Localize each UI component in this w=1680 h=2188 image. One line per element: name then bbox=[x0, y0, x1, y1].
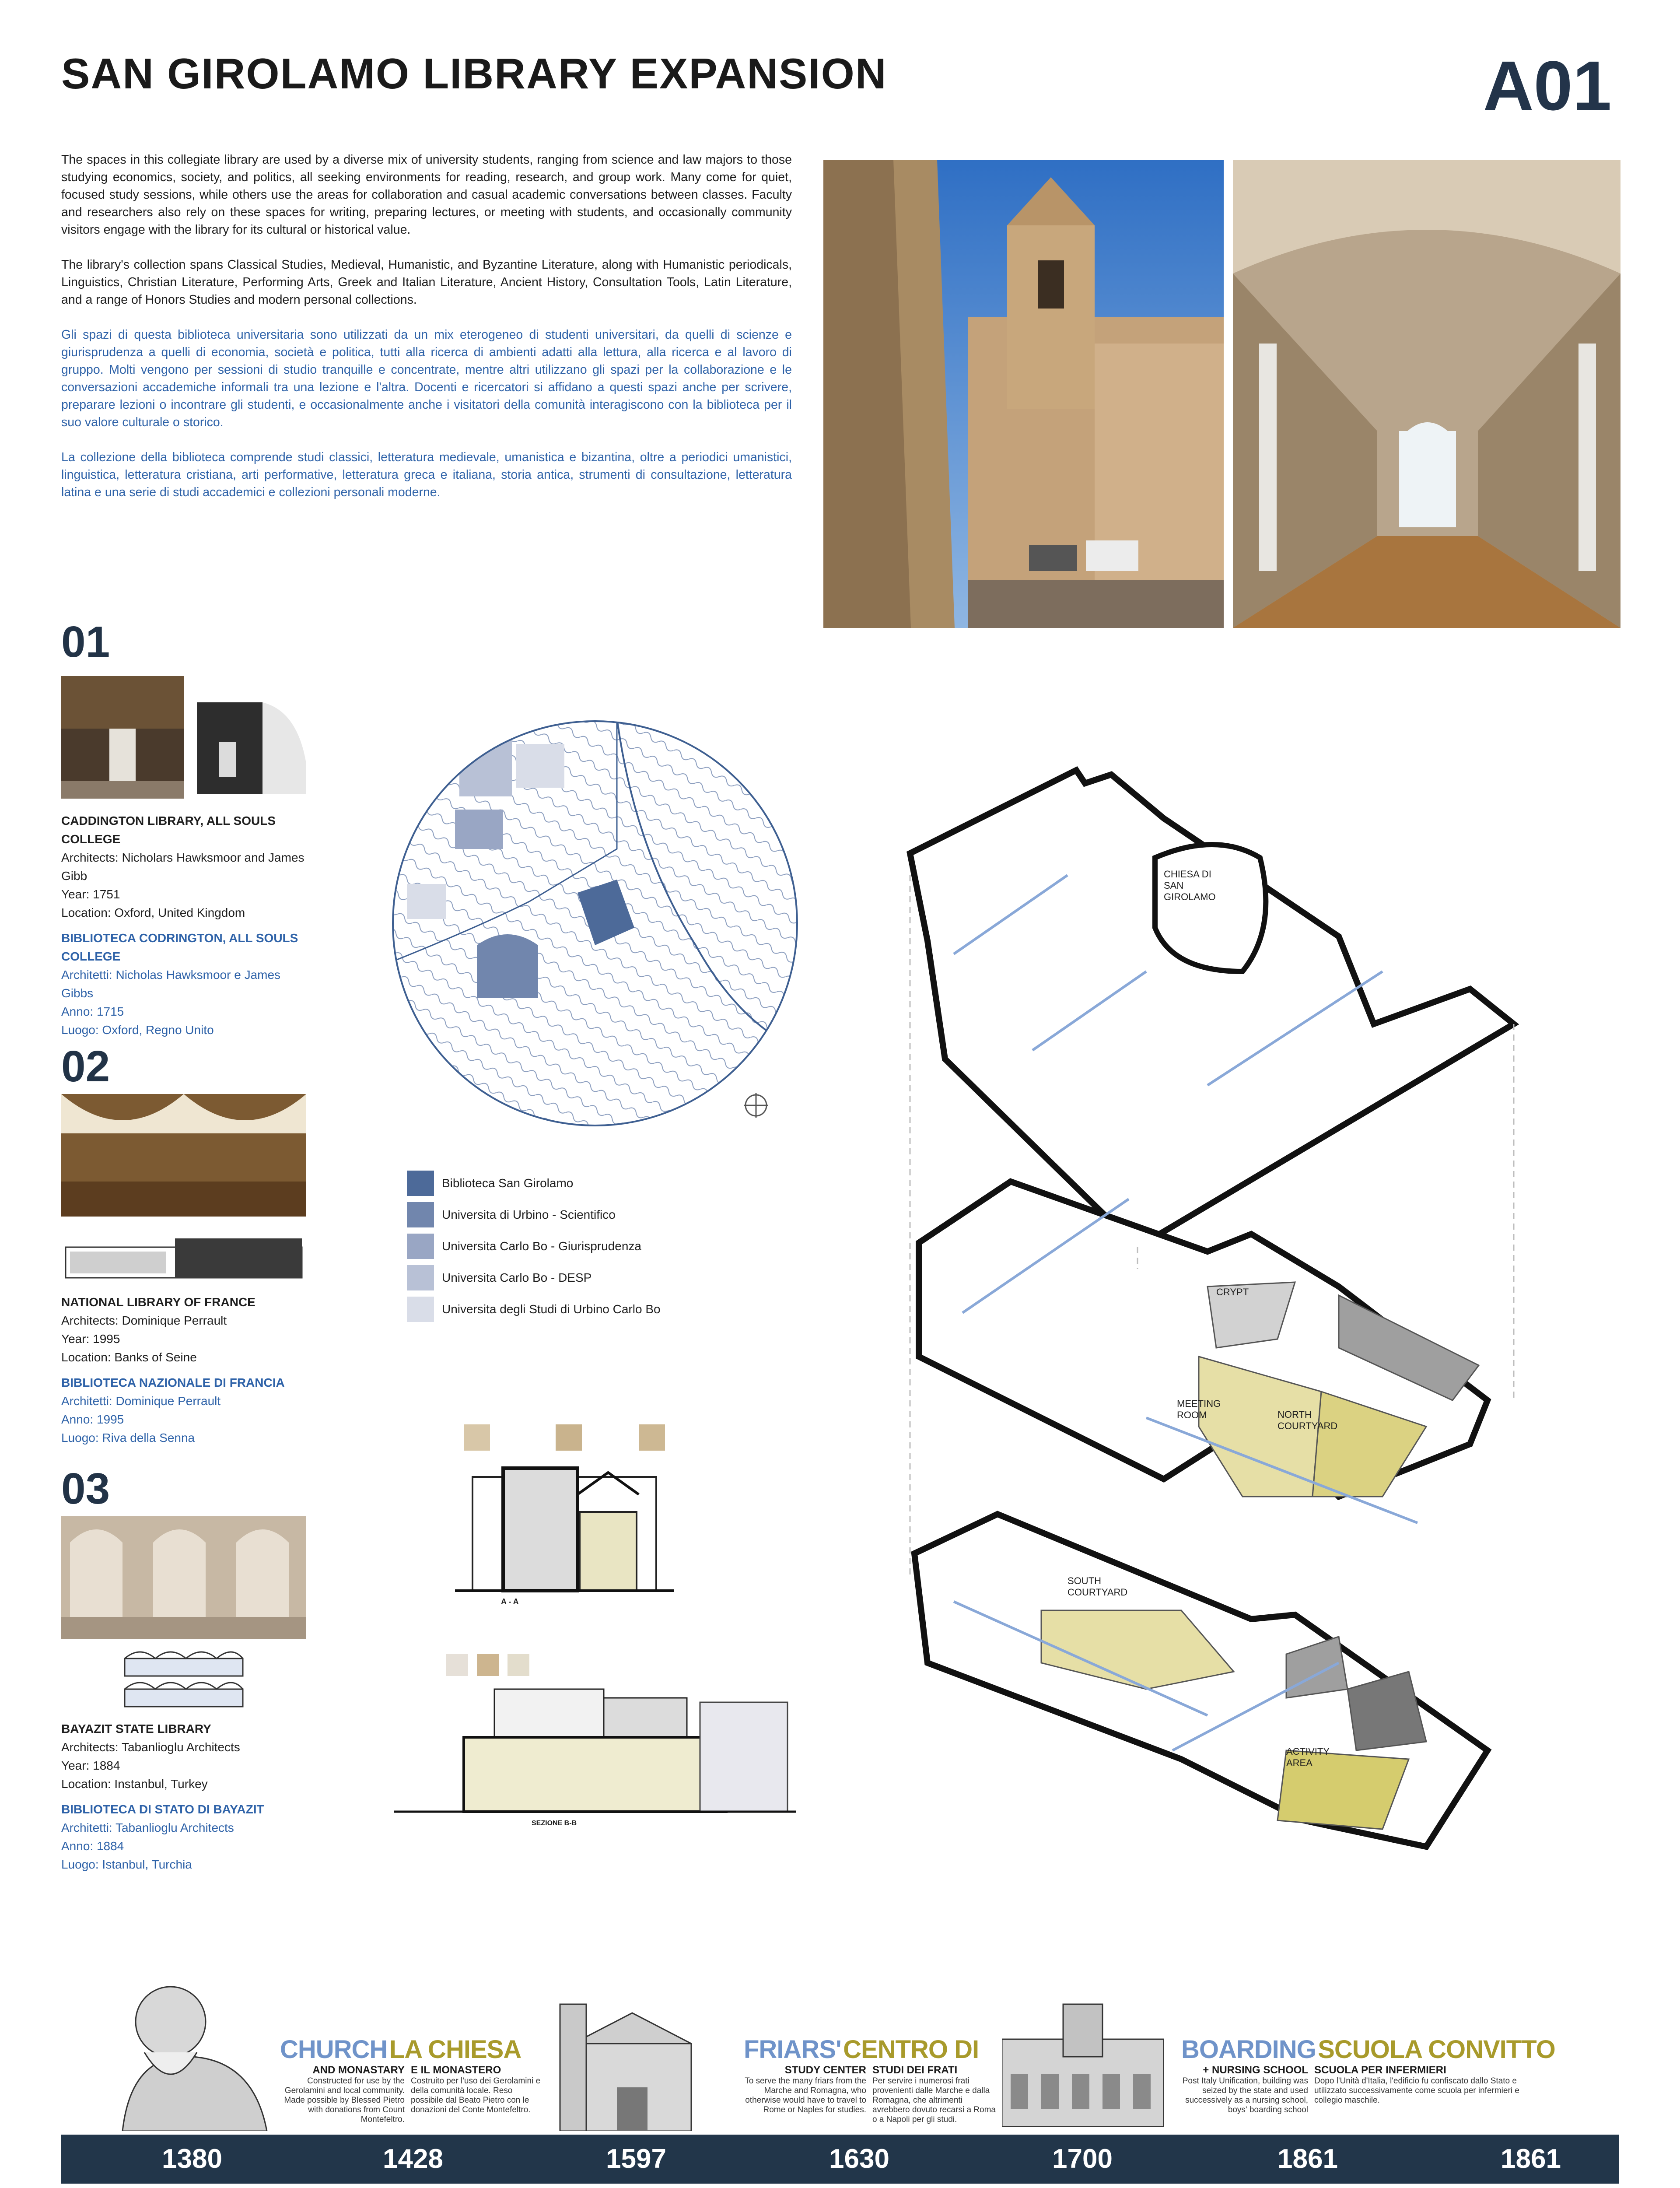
event-friars bbox=[744, 2035, 1006, 2125]
event-subtitle-it: STUDI DEI FRATI bbox=[872, 2064, 958, 2076]
label-south-courtyard: SOUTH COURTYARD bbox=[1068, 1575, 1128, 1598]
precedent-name-it: BIBLIOTECA CODRINGTON, ALL SOULS COLLEGE bbox=[61, 931, 298, 963]
intro-it-1: Gli spazi di questa biblioteca universitaria sono utilizzati da un mix eterogeneo di studenti universitari, da quelli di scienze e giurisprudenza a quelli di economia, società e politica, tutti alla ricerca di ambienti adatti alla lettura, alla ricerca e al lavoro di gruppo. Molti vengono per sessioni di studio tranquille e concentrate, mentre altri utilizzano gli spazi per la collaborazione e le conversazioni accademiche informali tra una lezione e l'altra. Docenti e ricercatori si affidano a questi spazi anche per scrivere, preparare lezioni o incontrare gli studenti, e occasionalmente anche i visitatori della comunità interagiscono con la biblioteca per il suo valore culturale o storico. bbox=[61, 328, 792, 429]
legend-swatch bbox=[407, 1202, 434, 1227]
precedent-year-it: Anno: 1884 bbox=[61, 1839, 124, 1853]
corridor-photo bbox=[1233, 160, 1620, 628]
precedent-year-it: Anno: 1715 bbox=[61, 1005, 124, 1018]
event-subtitle-it: SCUOLA PER INFERMIERI bbox=[1314, 2064, 1446, 2076]
precedent-text-1 bbox=[61, 812, 306, 1039]
legend-label: Universita di Urbino - Scientifico bbox=[442, 1208, 616, 1221]
section-bb-label: SEZIONE B-B bbox=[532, 1820, 577, 1827]
event-title-en: CHURCH bbox=[280, 2035, 388, 2064]
precedent-architect-it: Architetti: Dominique Perrault bbox=[61, 1394, 221, 1408]
label-chiesa: CHIESA DI SAN GIROLAMO bbox=[1164, 869, 1216, 902]
precedent-year-it: Anno: 1995 bbox=[61, 1413, 124, 1426]
intro-en-1: The spaces in this collegiate library are used by a diverse mix of university students, ranging from science and law majors to those studying economics, society, and politics, all seeking environments for reading, research, and group work. Many come for quiet, focused study sessions, while others use the areas for collaboration and casual academic conversations between classes. Faculty and researchers also rely on these spaces for writing, preparing lectures, or meeting with students, and occasionally community visitors engage with the library for its cultural or historical value. bbox=[61, 153, 792, 237]
precedent-number-2: 02 bbox=[61, 1042, 110, 1091]
north-arrow-icon bbox=[744, 1093, 768, 1118]
cloister-illustration bbox=[1002, 1995, 1164, 2127]
precedent-section-2 bbox=[61, 1234, 306, 1282]
timeline-year: 1428 bbox=[383, 2144, 443, 2174]
precedent-architect-en: Architects: Dominique Perrault bbox=[61, 1314, 227, 1327]
event-subtitle-en: AND MONASTARY bbox=[312, 2064, 405, 2076]
precedent-location-it: Luogo: Oxford, Regno Unito bbox=[61, 1023, 214, 1037]
precedent-location-it: Luogo: Riva della Senna bbox=[61, 1431, 195, 1445]
street-photo bbox=[823, 160, 1224, 628]
label-meeting-room: MEETING ROOM bbox=[1177, 1398, 1221, 1420]
label-north-courtyard: NORTH COURTYARD bbox=[1278, 1409, 1338, 1431]
precedent-location-en: Location: Banks of Seine bbox=[61, 1350, 197, 1364]
page-title: SAN GIROLAMO LIBRARY EXPANSION bbox=[61, 49, 887, 98]
precedent-location-en: Location: Instanbul, Turkey bbox=[61, 1777, 208, 1791]
event-body-it: Per servire i numerosi frati provenienti dalle Marche e dalla Romagna, che altrimenti avrebbero dovuto recarsi a Roma o a Napoli per gli studi. bbox=[872, 2076, 996, 2124]
precedent-year-en: Year: 1884 bbox=[61, 1759, 120, 1772]
precedent-year-en: Year: 1995 bbox=[61, 1332, 120, 1346]
legend-swatch bbox=[407, 1265, 434, 1290]
legend-label: Biblioteca San Girolamo bbox=[442, 1176, 574, 1190]
timeline-year: 1700 bbox=[1052, 2144, 1113, 2174]
timeline-year: 1861 bbox=[1278, 2144, 1338, 2174]
event-title-en: FRIARS' bbox=[744, 2035, 841, 2064]
precedent-number-3: 03 bbox=[61, 1464, 110, 1513]
precedent-architect-it: Architetti: Tabanlioglu Architects bbox=[61, 1821, 234, 1834]
event-boarding bbox=[1181, 2035, 1601, 2115]
precedent-text-3 bbox=[61, 1720, 306, 1874]
monk-illustration bbox=[105, 1969, 276, 2131]
event-church bbox=[280, 2035, 551, 2125]
legend-item bbox=[407, 1168, 661, 1199]
site-map bbox=[389, 718, 801, 1129]
event-body-en: To serve the many friars from the Marche and Romagna, who otherwise would have to travel to Rome or Naples for studies. bbox=[745, 2076, 866, 2114]
map-legend bbox=[407, 1168, 661, 1325]
precedent-architect-en: Architects: Nicholars Hawksmoor and James Gibb bbox=[61, 851, 304, 883]
timeline-bar bbox=[61, 2135, 1619, 2184]
timeline-year: 1861 bbox=[1501, 2144, 1561, 2174]
precedent-photo-3 bbox=[61, 1516, 306, 1639]
precedent-text-2 bbox=[61, 1293, 306, 1447]
legend-swatch bbox=[407, 1171, 434, 1196]
section-aa-label: A - A bbox=[501, 1597, 519, 1606]
precedent-drawing-1 bbox=[188, 676, 311, 799]
intro-it-2: La collezione della biblioteca comprende studi classici, letteratura medievale, umanistica e bizantina, oltre a periodici umanistici, linguistica, letteratura cristiana, arti performative, letteratura greca e italiana, storia antica, strumenti di consultazione, letteratura latina e una serie di studi accademici e collezioni personali moderne. bbox=[61, 450, 792, 499]
axonometric-plans bbox=[901, 744, 1531, 1890]
event-body-en: Post Italy Unification, building was seized by the state and used successively as a nursing school, boys' boarding school bbox=[1182, 2076, 1308, 2114]
intro-en-2: The library's collection spans Classical Studies, Medieval, Humanistic, and Byzantine Literature, along with Humanistic periodicals, Linguistics, Christian Literature, Performing Arts, Greek and Italian Literature, Ancient History, Consultation Tools, Latin Literature, and a range of Honors Studies and modern personal collections. bbox=[61, 258, 792, 307]
event-title-it: CENTRO DI bbox=[843, 2035, 979, 2064]
precedent-photo-2 bbox=[61, 1094, 306, 1217]
legend-item bbox=[407, 1294, 661, 1325]
timeline-year: 1380 bbox=[162, 2144, 222, 2174]
precedent-name-en: BAYAZIT STATE LIBRARY bbox=[61, 1722, 211, 1736]
event-title-it: SCUOLA CONVITTO bbox=[1318, 2035, 1555, 2064]
sheet-number: A01 bbox=[1483, 46, 1612, 125]
legend-item bbox=[407, 1262, 661, 1294]
precedent-location-it: Luogo: Istanbul, Turchia bbox=[61, 1858, 192, 1871]
label-crypt: CRYPT bbox=[1216, 1287, 1249, 1297]
legend-label: Universita degli Studi di Urbino Carlo Bo bbox=[442, 1302, 661, 1316]
section-bb bbox=[394, 1654, 796, 1838]
event-body-it: Costruito per l'uso dei Gerolamini e della comunità locale. Reso possibile dal Beato Pietro con le donazioni del Conte Montefeltro. bbox=[411, 2076, 541, 2114]
legend-item bbox=[407, 1231, 661, 1262]
precedent-architect-en: Architects: Tabanlioglu Architects bbox=[61, 1740, 240, 1754]
intro-text bbox=[61, 151, 792, 519]
legend-label: Universita Carlo Bo - Giurisprudenza bbox=[442, 1239, 641, 1253]
precedent-location-en: Location: Oxford, United Kingdom bbox=[61, 906, 245, 919]
event-title-en: BOARDING bbox=[1181, 2035, 1316, 2064]
section-aa bbox=[455, 1424, 682, 1617]
precedent-year-en: Year: 1751 bbox=[61, 887, 120, 901]
event-subtitle-en: + NURSING SCHOOL bbox=[1203, 2064, 1308, 2076]
event-body-it: Dopo l'Unità d'Italia, l'edificio fu confiscato dallo Stato e utilizzato successivamente come scuola per infermieri e collegio maschile. bbox=[1314, 2076, 1519, 2105]
church-illustration bbox=[556, 1995, 709, 2131]
legend-swatch bbox=[407, 1297, 434, 1322]
precedent-photo-1 bbox=[61, 676, 184, 799]
precedent-name-en: CADDINGTON LIBRARY, ALL SOULS COLLEGE bbox=[61, 814, 276, 846]
precedent-name-it: BIBLIOTECA DI STATO DI BAYAZIT bbox=[61, 1802, 264, 1816]
legend-label: Universita Carlo Bo - DESP bbox=[442, 1271, 592, 1284]
timeline-year: 1630 bbox=[829, 2144, 889, 2174]
precedent-architect-it: Architetti: Nicholas Hawksmoor e James Gibbs bbox=[61, 968, 281, 1000]
precedent-name-en: NATIONAL LIBRARY OF FRANCE bbox=[61, 1295, 256, 1309]
precedent-number-1: 01 bbox=[61, 617, 110, 666]
precedent-name-it: BIBLIOTECA NAZIONALE DI FRANCIA bbox=[61, 1376, 285, 1389]
event-subtitle-en: STUDY CENTER bbox=[784, 2064, 866, 2076]
timeline-year: 1597 bbox=[606, 2144, 666, 2174]
precedent-section-3 bbox=[122, 1645, 245, 1711]
event-body-en: Constructed for use by the Gerolamini and local community. Made possible by Blessed Pietro with donations from Count Montefeltro. bbox=[284, 2076, 405, 2124]
legend-item bbox=[407, 1199, 661, 1231]
event-subtitle-it: E IL MONASTERO bbox=[411, 2064, 501, 2076]
legend-swatch bbox=[407, 1234, 434, 1259]
label-activity-area: ACTIVITY AREA bbox=[1286, 1746, 1330, 1768]
event-title-it: LA CHIESA bbox=[389, 2035, 522, 2064]
